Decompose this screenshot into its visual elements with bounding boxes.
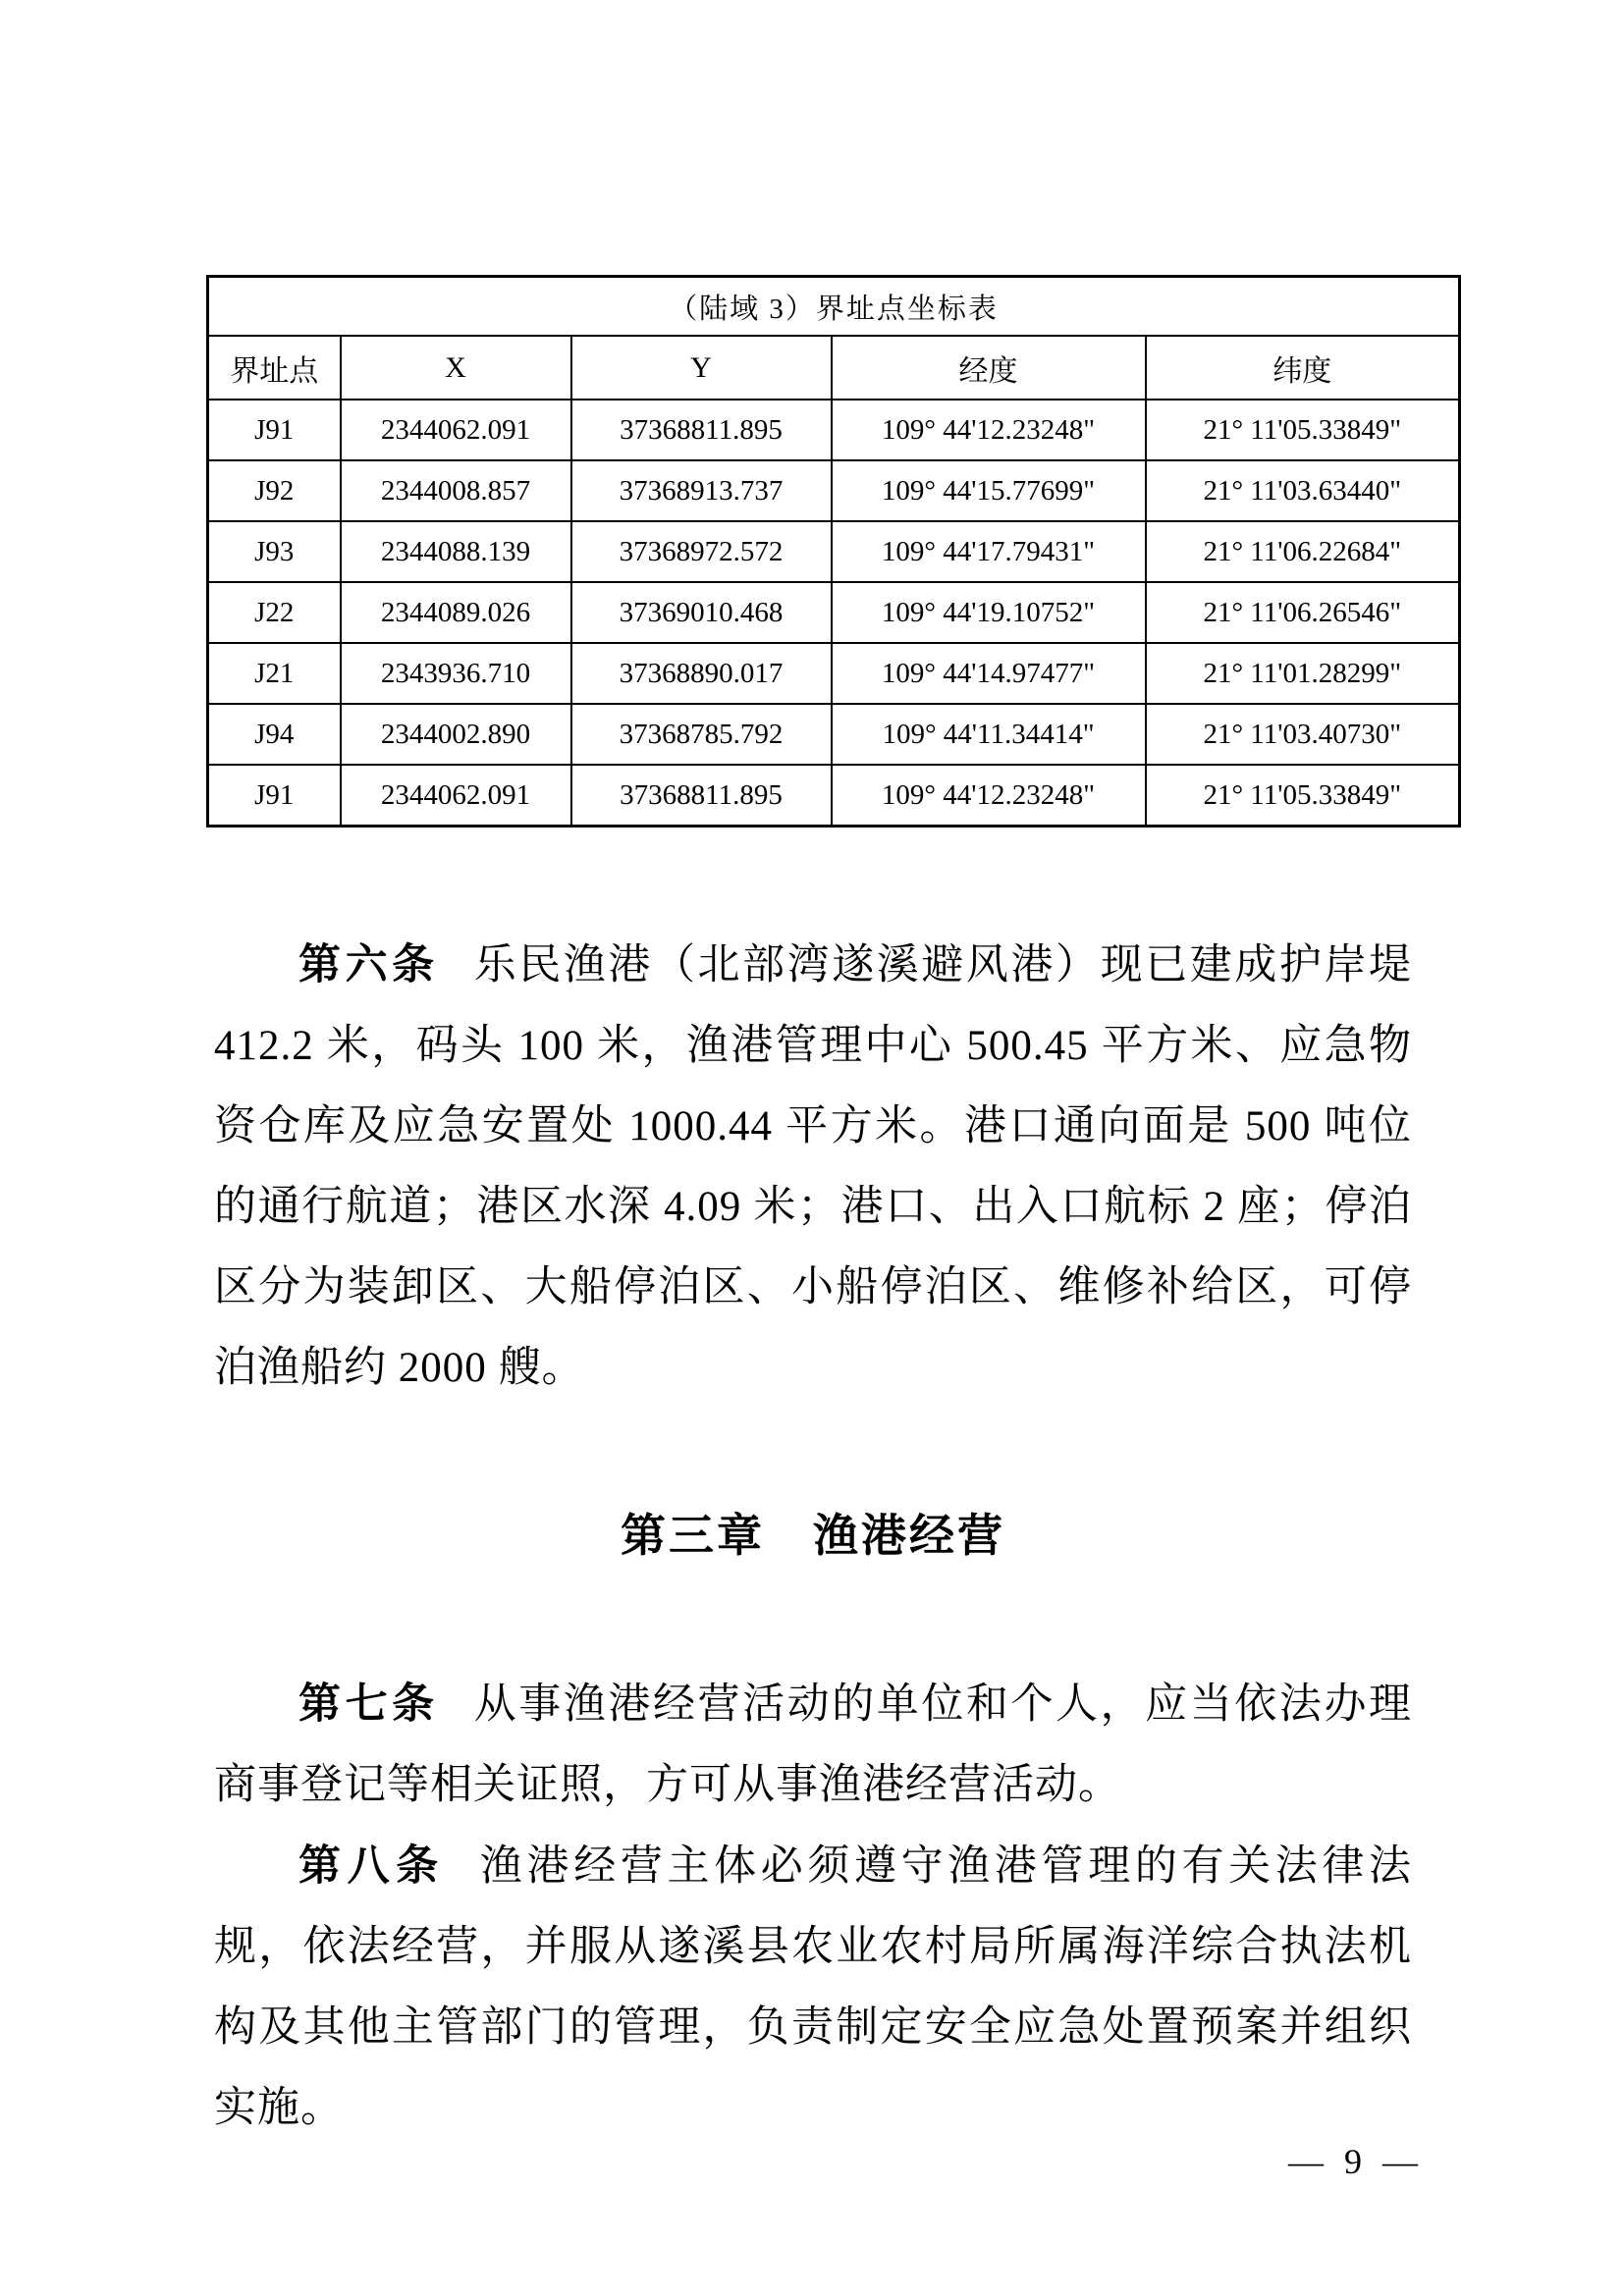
cell-longitude: 109° 44'15.77699" (832, 460, 1146, 521)
column-header: 经度 (832, 336, 1146, 400)
cell-y: 37368972.572 (571, 521, 832, 582)
cell-y: 37369010.468 (571, 582, 832, 643)
cell-y: 37368913.737 (571, 460, 832, 521)
cell-longitude: 109° 44'19.10752" (832, 582, 1146, 643)
cell-latitude: 21° 11'03.63440" (1146, 460, 1460, 521)
column-header: X (341, 336, 571, 400)
table-row (208, 460, 1460, 521)
article-8 (214, 1826, 1412, 2149)
article-8-text: 渔港经营主体必须遵守渔港管理的有关法律法规，依法经营，并服从遂溪县农业农村局所属海洋综合执法机构及其他主管部门的管理，负责制定安全应急处置预案并组织实施。 (214, 1843, 1413, 2131)
table-row (208, 643, 1460, 704)
column-header: Y (571, 336, 832, 400)
cell-point-id: J21 (208, 643, 341, 704)
cell-latitude: 21° 11'01.28299" (1146, 643, 1460, 704)
cell-x: 2343936.710 (341, 643, 571, 704)
cell-x: 2344062.091 (341, 400, 571, 460)
article-6-label: 第六条 (298, 941, 439, 988)
cell-latitude: 21° 11'06.22684" (1146, 521, 1460, 582)
cell-point-id: J91 (208, 400, 341, 460)
cell-x: 2344062.091 (341, 765, 571, 827)
cell-latitude: 21° 11'05.33849" (1146, 400, 1460, 460)
table-header-row (208, 336, 1460, 400)
page-number: — 9 — (1288, 2142, 1424, 2181)
table-row (208, 400, 1460, 460)
cell-latitude: 21° 11'05.33849" (1146, 765, 1460, 827)
cell-x: 2344088.139 (341, 521, 571, 582)
cell-point-id: J22 (208, 582, 341, 643)
cell-longitude: 109° 44'12.23248" (832, 400, 1146, 460)
table-row (208, 765, 1460, 827)
article-7-label: 第七条 (298, 1681, 439, 1728)
chapter-3-heading: 第三章 渔港经营 (621, 1510, 1005, 1561)
table-row (208, 704, 1460, 765)
table-row (208, 521, 1460, 582)
article-7 (214, 1664, 1412, 1826)
boundary-point-table (206, 275, 1458, 828)
cell-longitude: 109° 44'14.97477" (832, 643, 1146, 704)
cell-x: 2344008.857 (341, 460, 571, 521)
cell-point-id: J94 (208, 704, 341, 765)
cell-x: 2344089.026 (341, 582, 571, 643)
article-6 (214, 925, 1412, 1409)
cell-point-id: J93 (208, 521, 341, 582)
cell-point-id: J91 (208, 765, 341, 827)
cell-x: 2344002.890 (341, 704, 571, 765)
article-6-text: 乐民渔港（北部湾遂溪避风港）现已建成护岸堤 412.2 米，码头 100 米，渔港管理中心 500.45 平方米、应急物资仓库及应急安置处 1000.44 平方米。港口通向面是 500 吨位的通行航道；港区水深 4.09 米；港口、出入口航标 2 座；停泊区分为装卸区、大船停泊区、小船停泊区、维修补给区，可停泊渔船约 2000 艘。 (214, 942, 1413, 1391)
article-7-text: 从事渔港经营活动的单位和个人，应当依法办理商事登记等相关证照，方可从事渔港经营活动。 (214, 1682, 1413, 1808)
article-8-label: 第八条 (298, 1842, 445, 1890)
cell-longitude: 109° 44'12.23248" (832, 765, 1146, 827)
cell-y: 37368890.017 (571, 643, 832, 704)
table-title-row (208, 277, 1460, 337)
document-body (214, 925, 1412, 2149)
column-header: 纬度 (1146, 336, 1460, 400)
table-title: （陆域 3）界址点坐标表 (208, 277, 1460, 337)
cell-longitude: 109° 44'11.34414" (832, 704, 1146, 765)
cell-longitude: 109° 44'17.79431" (832, 521, 1146, 582)
cell-point-id: J92 (208, 460, 341, 521)
cell-y: 37368785.792 (571, 704, 832, 765)
column-header: 界址点 (208, 336, 341, 400)
cell-y: 37368811.895 (571, 765, 832, 827)
cell-y: 37368811.895 (571, 400, 832, 460)
table-row (208, 582, 1460, 643)
cell-latitude: 21° 11'03.40730" (1146, 704, 1460, 765)
cell-latitude: 21° 11'06.26546" (1146, 582, 1460, 643)
